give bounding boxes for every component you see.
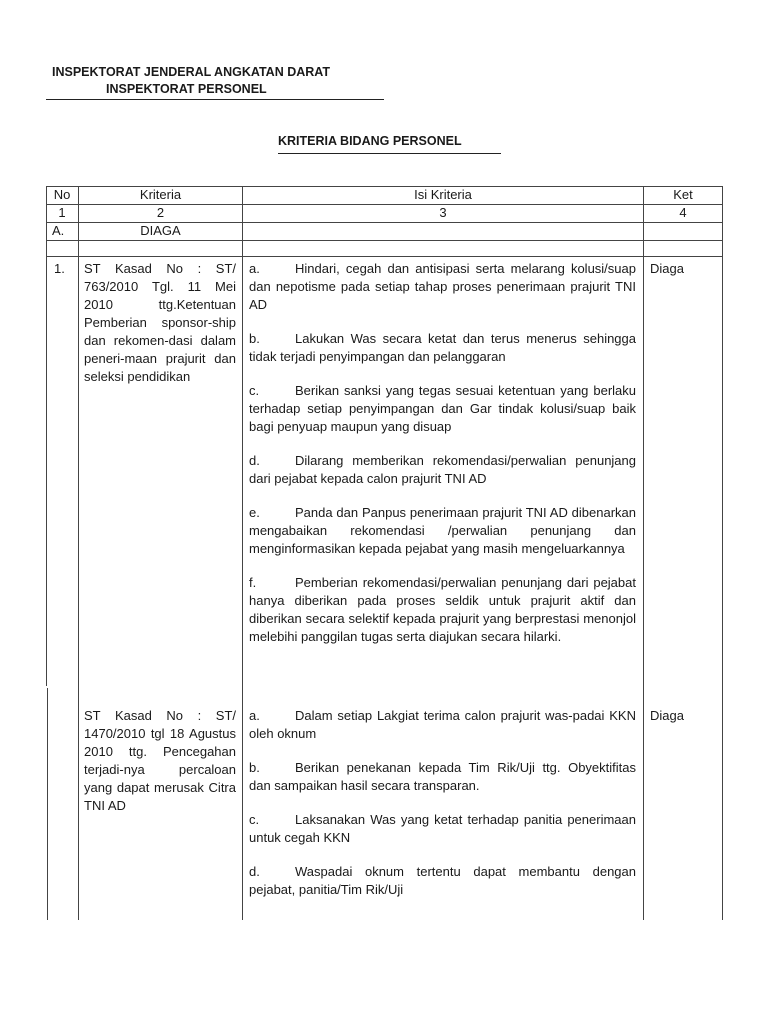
row-ket: Diaga (650, 261, 684, 276)
header-kriteria: Kriteria (139, 187, 182, 202)
section-title: DIAGA (140, 223, 181, 238)
row-kriteria: ST Kasad No : ST/ 763/2010 Tgl. 11 Mei 2010 ttg.Ketentuan Pemberian sponsor-ship dan rekomen-dasi dalam peneri-maan prajurit dan seleksi pendidikan (84, 261, 236, 384)
criteria-item: a. Dalam setiap Lakgiat terima calon prajurit was-padai KKN oleh oknum (249, 708, 636, 741)
table-border-right (722, 186, 723, 920)
criteria-item: b. Berikan penekanan kepada Tim Rik/Uji ttg. Obyektifitas dan sampaikan hasil secara transparan. (249, 760, 636, 793)
row-divider (46, 240, 723, 241)
section-no: A. (52, 223, 65, 238)
document-title: KRITERIA BIDANG PERSONEL (278, 134, 462, 148)
header-no: No (53, 187, 71, 202)
criteria-item: e. Panda dan Panpus penerimaan prajurit TNI AD dibenarkan mengabaikan rekomendasi /perwalian penunjang dan menginformasikan kepada pejabat yang masih mengeluarkannya (249, 505, 636, 556)
col-number: 2 (156, 205, 165, 220)
row-number: 1. (54, 261, 65, 276)
criteria-item: c. Berikan sanksi yang tegas sesuai ketentuan yang berlaku terhadap setiap penyimpangan dan Gar tindak kolusi/suap baik bagi penyuap maupun yang disuap (249, 383, 636, 434)
header-ket: Ket (673, 187, 693, 202)
criteria-item: c. Laksanakan Was yang ketat terhadap panitia penerimaan untuk cegah KKN (249, 812, 636, 845)
row-ket: Diaga (650, 708, 684, 723)
row-divider (46, 256, 723, 257)
col-divider-3 (643, 186, 644, 920)
col-divider-1 (78, 186, 79, 920)
header-underline (46, 99, 384, 100)
table-border-left-lower (47, 688, 48, 920)
row-kriteria: ST Kasad No : ST/ 1470/2010 tgl 18 Agustus 2010 ttg. Pencegahan terjadi-nya percaloan yang dapat merusak Citra TNI AD (84, 708, 236, 813)
row-isi-kriteria (249, 707, 636, 899)
org-subunit: INSPEKTORAT PERSONEL (106, 82, 267, 96)
col-divider-2 (242, 186, 243, 920)
col-number: 3 (439, 205, 447, 220)
title-underline (278, 153, 501, 154)
criteria-item: b. Lakukan Was secara ketat dan terus menerus sehingga tidak terjadi penyimpangan dan pelanggaran (249, 331, 636, 364)
org-name: INSPEKTORAT JENDERAL ANGKATAN DARAT (52, 65, 331, 79)
header-isi-kriteria: Isi Kriteria (414, 187, 472, 202)
criteria-item: f. Pemberian rekomendasi/perwalian penunjang dari pejabat hanya diberikan pada proses seldik untuk prajurit aktif dan diberikan secara selektif kepada prajurit yang berprestasi menonjol melebihi panggilan tugas serta diajukan secara hilarki. (249, 575, 636, 644)
row-isi-kriteria (249, 260, 636, 646)
criteria-item: a. Hindari, cegah dan antisipasi serta melarang kolusi/suap dan nepotisme pada setiap tahap proses penerimaan prajurit TNI AD (249, 261, 636, 312)
criteria-item: d. Waspadai oknum tertentu dapat membantu dengan pejabat, panitia/Tim Rik/Uji (249, 864, 636, 897)
criteria-item: d. Dilarang memberikan rekomendasi/perwalian penunjang dari pejabat kepada calon prajurit TNI AD (249, 453, 636, 486)
col-number: 1 (58, 205, 66, 220)
table-border-left (46, 186, 47, 686)
col-number: 4 (679, 205, 687, 220)
